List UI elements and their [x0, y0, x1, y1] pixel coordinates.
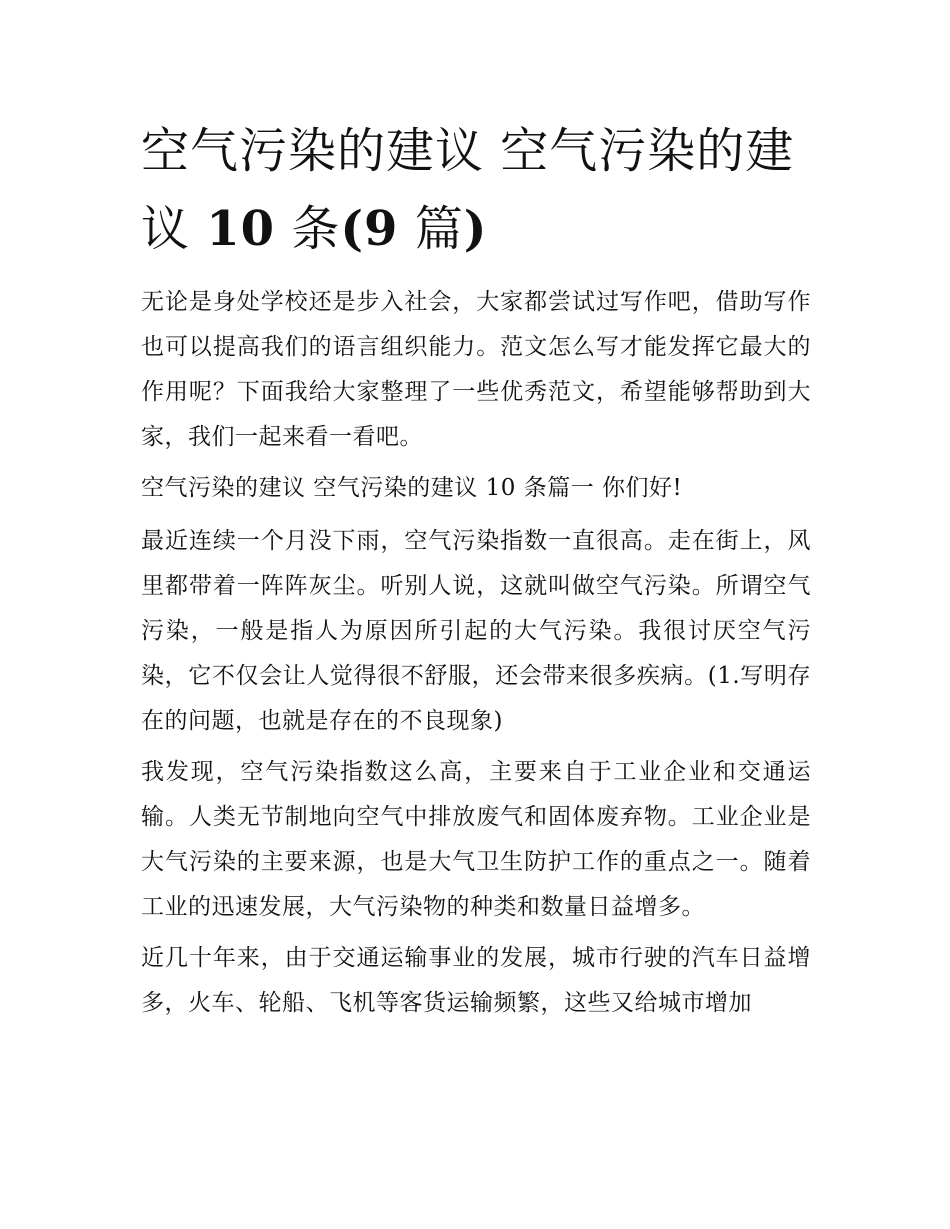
paragraph-problem: 最近连续一个月没下雨，空气污染指数一直很高。走在街上，风里都带着一阵阵灰尘。听别人说，这就叫做空气污染。所谓空气污染，一般是指人为原因所引起的大气污染。我很讨厌空气污染，它不仅会让人觉得很不舒服，还会带来很多疾病。(1.写明存在的问题，也就是存在的不良现象) — [141, 528, 811, 734]
paragraph-transport: 近几十年来，由于交通运输事业的发展，城市行驶的汽车日益增多，火车、轮船、飞机等客货运输频繁，这些又给城市增加 — [141, 945, 811, 1016]
paragraph-intro: 无论是身处学校还是步入社会，大家都尝试过写作吧，借助写作也可以提高我们的语言组织能力。范文怎么写才能发挥它最大的作用呢？下面我给大家整理了一些优秀范文，希望能够帮助到大家，我们一起来看一看吧。 — [141, 289, 811, 450]
document-title: 空气污染的建议 空气污染的建议 10 条(9 篇) — [141, 123, 795, 257]
paragraph-section-heading: 空气污染的建议 空气污染的建议 10 条篇一 你们好! — [141, 475, 683, 501]
document-page — [141, 112, 811, 1032]
paragraph-causes: 我发现，空气污染指数这么高，主要来自于工业企业和交通运输。人类无节制地向空气中排放废气和固体废弃物。工业企业是大气污染的主要来源，也是大气卫生防护工作的重点之一。随着工业的迅速发展，大气污染物的种类和数量日益增多。 — [141, 759, 811, 920]
document-body — [141, 280, 811, 1026]
